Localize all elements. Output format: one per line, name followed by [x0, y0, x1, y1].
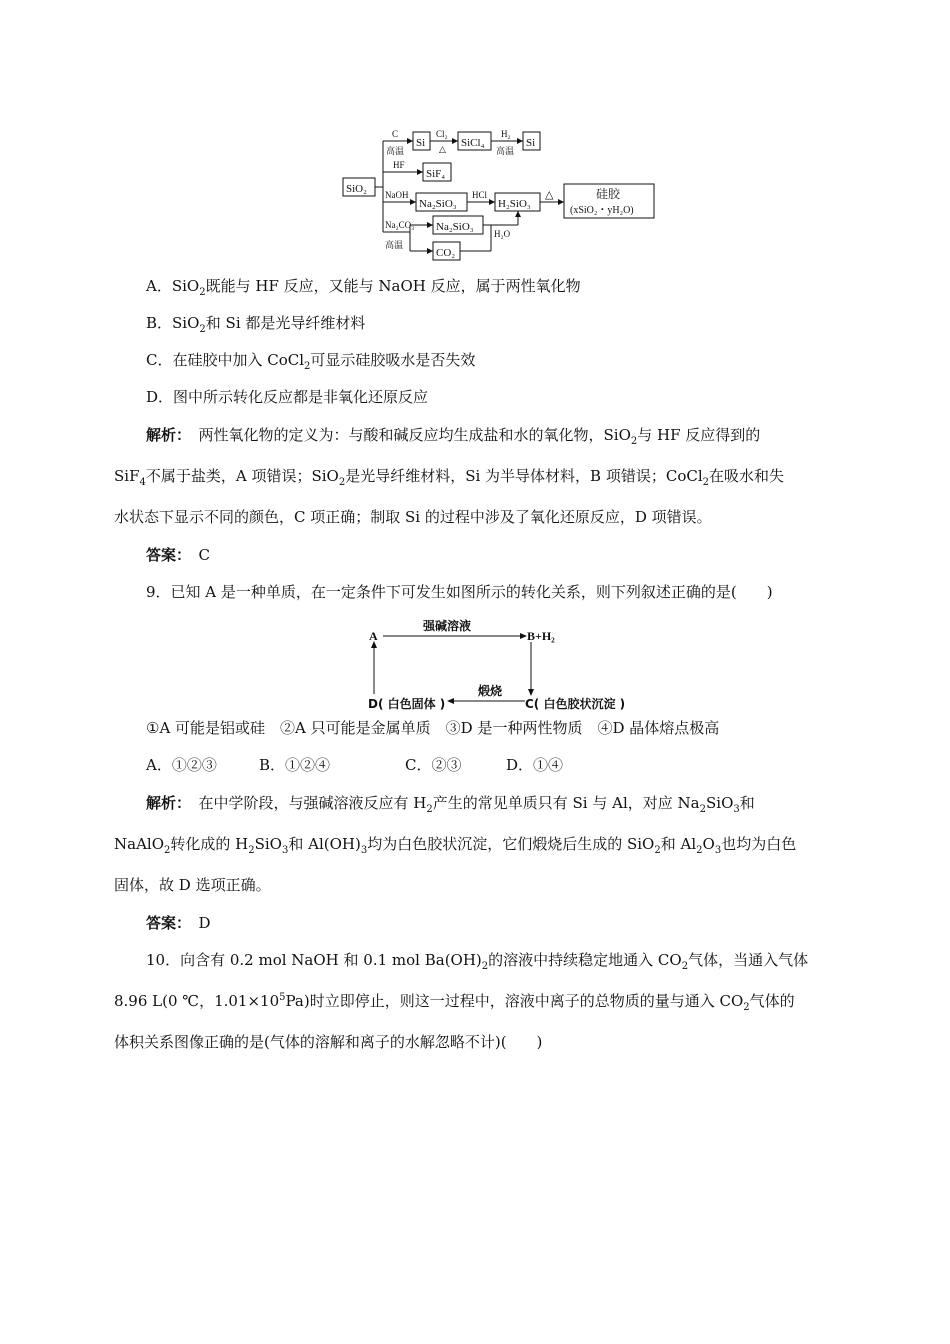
- silicon-conversion-diagram: [340, 124, 660, 264]
- q9-analysis-line-2: NaAlO$_2$转化成的 $H_2SiO_3$和 $Al(OH)_3$均为白色胶状沉淀，它们煅烧后生成的 SiO$_2$和 $Al_2O_3$也均为白色: [114, 835, 797, 856]
- q9-analysis-line-3: 固体，故 D 选项正确。: [114, 876, 271, 894]
- text-na2sio3-a: Na₂SiO₃: [419, 198, 457, 210]
- node-c: C( 白色胶状沉淀 ): [525, 697, 626, 711]
- label-hf: HF: [393, 160, 405, 170]
- label-naoh: NaOH: [385, 190, 409, 200]
- label-cl2: Cl₂: [436, 129, 448, 139]
- q8-analysis-line-2: SiF$_4$不属于盐类，A 项错误；SiO$_2$是光导纤维材料，Si 为半导体材料，B 项错误；CoCl$_2$在吸水和失: [114, 467, 785, 488]
- q10-line-1: 10．向含有 0.2 mol NaOH 和 0.1 mol $Ba(OH)_2$的溶液中持续稳定地通入 $CO_2$气体，当通入气体: [146, 951, 809, 972]
- q9-option-b: B．①②④: [259, 756, 331, 774]
- q10-line-3: 体积关系图像正确的是(气体的溶解和离子的水解忽略不计)( ): [114, 1033, 543, 1051]
- q8-analysis-line-3: 水状态下显示不同的颜色，C 项正确；制取 Si 的过程中涉及了氧化还原反应，D 项错误。: [114, 508, 712, 526]
- answer-label: 答案：: [146, 546, 184, 564]
- label-c: C: [392, 129, 399, 139]
- label-delta-2: △: [545, 189, 554, 201]
- q9-diagram-svg: [365, 618, 645, 714]
- q10-line-2: 8.96 L(0 ℃，$1.01\times 10^5Pa$)时立即停止，则这一过程中，溶液中离子的总物质的量与通入 $CO_2$气体的: [114, 992, 795, 1013]
- text-sio2: SiO₂: [346, 183, 367, 195]
- text-h2sio3: H₂SiO₃: [498, 198, 531, 210]
- label-delta-1: △: [439, 144, 446, 154]
- q9-analysis-line-1: 解析： 在中学阶段，与强碱溶液反应有 $H_2$产生的常见单质只有 Si 与 Al，对应 $Na_2SiO_3$和: [146, 794, 755, 815]
- q9-conversion-diagram: [365, 618, 645, 714]
- node-b-h2: B+H₂: [527, 629, 555, 643]
- q8-option-b: B．SiO$_2$和 Si 都是光导纤维材料: [146, 314, 366, 335]
- text-si-2: Si: [526, 137, 536, 149]
- label-h2: H₂: [501, 129, 511, 139]
- q8-option-a: A．SiO$_2$既能与 HF 反应，又能与 NaOH 反应，属于两性氧化物: [146, 277, 581, 298]
- label-gaowen-2: 高温: [496, 147, 515, 157]
- q9-option-c: C．②③: [405, 756, 462, 774]
- answer-value: C: [198, 546, 211, 564]
- node-a: A: [369, 629, 378, 643]
- text-na2sio3-b: Na₂SiO₃: [436, 221, 474, 233]
- text-sicl4: SiCl₄: [461, 137, 485, 149]
- text-sif4: SiF₄: [426, 168, 446, 180]
- q9-stem: 9．已知 A 是一种单质，在一定条件下可发生如图所示的转化关系，则下列叙述正确的是( ): [146, 583, 773, 601]
- q8-answer: [146, 545, 210, 565]
- text-si-1: Si: [416, 137, 426, 149]
- label-hcl: HCl: [472, 190, 488, 200]
- label-calcine: 煅烧: [478, 684, 503, 698]
- text-co2: CO₂: [436, 247, 456, 259]
- label-na2co3: Na₂CO₃: [385, 220, 415, 230]
- label-h2o: H₂O: [494, 229, 511, 239]
- q9-answer: 答案： D: [146, 914, 211, 932]
- text-gel-formula: (xSiO₂・yH₂O): [570, 205, 634, 216]
- label-strong-base: 强碱溶液: [423, 619, 472, 633]
- q9-statements: ①A 可能是铝或硅 ②A 只可能是金属单质 ③D 是一种两性物质 ④D 晶体熔点极高: [146, 719, 720, 737]
- node-d: D( 白色固体 ): [368, 697, 446, 711]
- text-gel-title: 硅胶: [596, 187, 621, 201]
- q8-analysis-line-1: 解析： 两性氧化物的定义为：与酸和碱反应均生成盐和水的氧化物，SiO$_2$与 HF 反应得到的: [146, 426, 761, 447]
- label-gaowen-3: 高温: [385, 241, 404, 251]
- q9-option-d: D．①④: [506, 756, 564, 774]
- q8-option-d: D．图中所示转化反应都是非氧化还原反应: [146, 388, 429, 406]
- label-gaowen-1: 高温: [386, 147, 405, 157]
- q8-option-c: C．在硅胶中加入 CoCl$_2$可显示硅胶吸水是否失效: [146, 351, 476, 372]
- silicon-diagram-svg: [340, 124, 660, 264]
- q9-option-a: A．①②③: [146, 756, 217, 774]
- analysis-label: 解析：: [146, 426, 184, 444]
